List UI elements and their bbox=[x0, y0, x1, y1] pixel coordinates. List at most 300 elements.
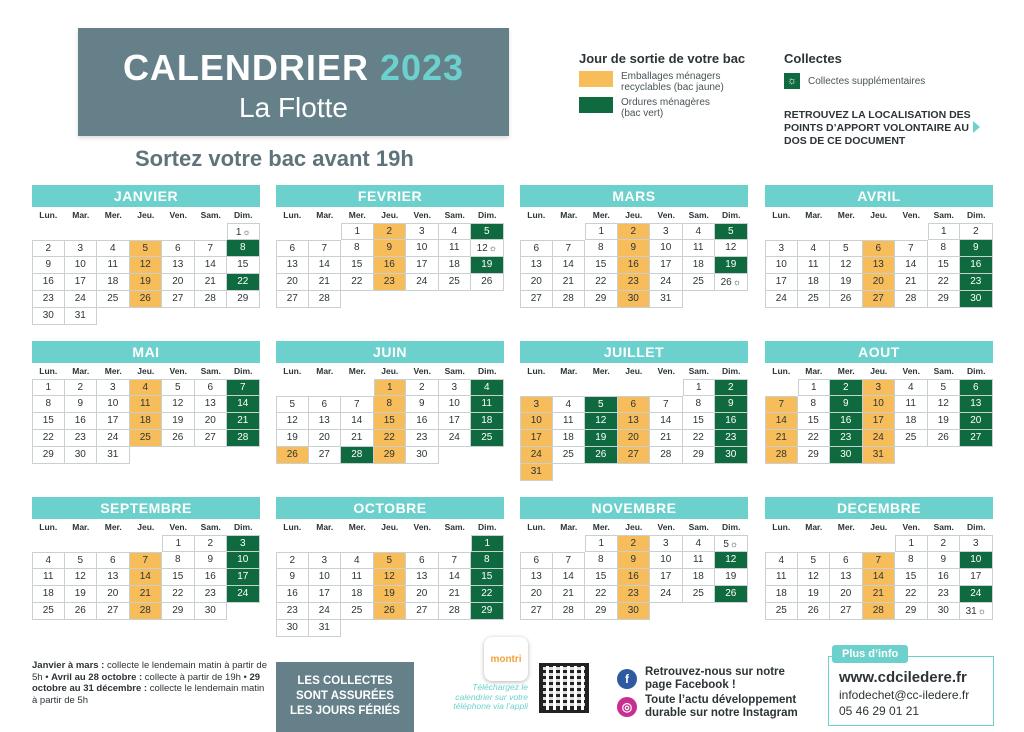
day-cell bbox=[928, 291, 961, 308]
weekday-label: Ven. bbox=[657, 366, 675, 376]
day-cell bbox=[683, 430, 716, 447]
day-cell bbox=[406, 430, 439, 447]
day-number: 4 bbox=[695, 538, 702, 549]
day-cell bbox=[309, 552, 342, 569]
week-row bbox=[32, 396, 260, 413]
day-cell bbox=[309, 413, 342, 430]
empty-cell bbox=[130, 308, 163, 325]
day-number: 7 bbox=[321, 243, 328, 254]
empty-cell bbox=[32, 535, 65, 552]
day-cell bbox=[471, 535, 504, 552]
day-number: 3 bbox=[778, 243, 785, 254]
weekday-label: Mar. bbox=[316, 522, 334, 532]
day-number: 17 bbox=[416, 259, 428, 270]
day-number: 1 bbox=[354, 226, 361, 237]
day-cell bbox=[309, 569, 342, 586]
week-row bbox=[276, 552, 504, 569]
day-cell bbox=[650, 396, 683, 413]
day-cell bbox=[162, 379, 195, 396]
subtitle: Sortez votre bac avant 19h bbox=[135, 146, 414, 171]
empty-cell bbox=[553, 379, 586, 396]
day-cell bbox=[585, 430, 618, 447]
instagram-link[interactable] bbox=[617, 694, 817, 720]
day-number: 17 bbox=[970, 571, 982, 582]
empty-cell bbox=[32, 223, 65, 240]
day-cell bbox=[130, 291, 163, 308]
day-number: 19 bbox=[937, 415, 949, 426]
day-number: 11 bbox=[140, 398, 151, 409]
day-number: 11 bbox=[449, 242, 460, 253]
day-cell bbox=[309, 274, 342, 291]
week-row bbox=[276, 291, 504, 308]
day-number: 2 bbox=[289, 555, 296, 566]
day-number: 22 bbox=[807, 432, 819, 443]
weekday-label: Dim. bbox=[722, 366, 741, 376]
day-cell bbox=[520, 447, 553, 464]
day-number: 9 bbox=[386, 242, 393, 253]
day-number: 12 bbox=[383, 571, 395, 582]
day-cell bbox=[830, 396, 863, 413]
day-number: 30 bbox=[204, 605, 216, 616]
day-cell bbox=[276, 291, 309, 308]
day-number: 12 bbox=[937, 398, 949, 409]
day-number: 12 bbox=[807, 571, 819, 582]
day-cell bbox=[618, 274, 651, 291]
day-number: 1 bbox=[810, 382, 817, 393]
day-cell bbox=[32, 447, 65, 464]
day-cell bbox=[341, 430, 374, 447]
day-cell bbox=[960, 569, 993, 586]
empty-cell bbox=[97, 308, 130, 325]
empty-cell bbox=[683, 603, 716, 620]
day-cell bbox=[928, 535, 961, 552]
day-number: 2 bbox=[77, 382, 84, 393]
weekday-header bbox=[32, 363, 260, 379]
day-cell bbox=[97, 379, 130, 396]
day-number: 24 bbox=[74, 293, 86, 304]
email-link[interactable]: infodechet@cc-iledere.fr bbox=[839, 688, 970, 702]
day-cell bbox=[798, 379, 831, 396]
day-number: 18 bbox=[562, 432, 574, 443]
day-cell bbox=[928, 396, 961, 413]
day-number: 9 bbox=[630, 554, 637, 565]
day-number: 8 bbox=[386, 398, 393, 409]
day-cell bbox=[618, 603, 651, 620]
day-cell bbox=[650, 430, 683, 447]
day-number: 2 bbox=[207, 538, 214, 549]
day-cell bbox=[227, 569, 260, 586]
day-number: 16 bbox=[286, 588, 298, 599]
day-number: 2 bbox=[630, 538, 637, 549]
day-number: 10 bbox=[872, 398, 884, 409]
page-title bbox=[78, 48, 509, 88]
day-number: 6 bbox=[321, 399, 328, 410]
day-cell bbox=[798, 291, 831, 308]
facebook-link[interactable] bbox=[617, 666, 797, 692]
day-number: 5 bbox=[386, 555, 393, 566]
day-number: 27 bbox=[970, 432, 982, 443]
day-number: 25 bbox=[351, 605, 363, 616]
day-number: 16 bbox=[42, 276, 54, 287]
month-days bbox=[765, 379, 993, 464]
day-number: 5 bbox=[727, 226, 734, 237]
day-cell bbox=[520, 569, 553, 586]
day-number: 24 bbox=[530, 449, 542, 460]
day-number: 15 bbox=[937, 259, 949, 270]
day-number: 18 bbox=[692, 259, 704, 270]
day-number: 3 bbox=[533, 399, 540, 410]
month-title: MAI bbox=[32, 341, 260, 363]
montri-app-icon[interactable]: montri bbox=[484, 637, 528, 681]
day-number: 15 bbox=[351, 259, 363, 270]
day-cell bbox=[715, 569, 748, 586]
day-number: 14 bbox=[660, 415, 672, 426]
week-row bbox=[765, 586, 993, 603]
sun-icon: ☼ bbox=[977, 606, 986, 616]
day-number: 23 bbox=[204, 588, 216, 599]
day-cell bbox=[928, 223, 961, 240]
day-cell bbox=[276, 396, 309, 413]
week-row bbox=[32, 447, 260, 464]
day-cell bbox=[520, 396, 553, 413]
week-row bbox=[520, 413, 748, 430]
day-number: 2 bbox=[45, 243, 52, 254]
day-number: 17 bbox=[74, 276, 86, 287]
weekday-header bbox=[276, 519, 504, 535]
day-number: 25 bbox=[692, 588, 704, 599]
day-cell bbox=[341, 413, 374, 430]
day-cell bbox=[374, 413, 407, 430]
day-number: 19 bbox=[481, 259, 493, 270]
day-cell bbox=[830, 552, 863, 569]
weekday-label: Mer. bbox=[348, 522, 366, 532]
day-number: 16 bbox=[840, 415, 852, 426]
day-cell bbox=[97, 274, 130, 291]
day-number: 30 bbox=[627, 293, 639, 304]
day-number: 17 bbox=[660, 571, 672, 582]
month-avril bbox=[765, 185, 993, 308]
day-number: 21 bbox=[204, 276, 216, 287]
day-cell bbox=[798, 274, 831, 291]
day-number: 8 bbox=[483, 554, 490, 565]
day-number: 7 bbox=[565, 555, 572, 566]
week-row bbox=[520, 552, 748, 569]
day-cell bbox=[162, 430, 195, 447]
day-cell bbox=[895, 413, 928, 430]
day-cell bbox=[374, 257, 407, 274]
day-cell bbox=[65, 569, 98, 586]
day-cell bbox=[618, 552, 651, 569]
month-juillet bbox=[520, 341, 748, 481]
day-cell bbox=[374, 447, 407, 464]
day-number: 14 bbox=[318, 259, 330, 270]
day-cell bbox=[195, 257, 228, 274]
week-row bbox=[520, 291, 748, 308]
day-number: 13 bbox=[204, 398, 216, 409]
day-cell bbox=[798, 430, 831, 447]
day-cell bbox=[374, 586, 407, 603]
day-number: 2 bbox=[842, 382, 849, 393]
day-cell bbox=[227, 379, 260, 396]
empty-cell bbox=[195, 308, 228, 325]
month-juin bbox=[276, 341, 504, 464]
day-cell bbox=[553, 240, 586, 257]
day-cell bbox=[471, 430, 504, 447]
empty-cell bbox=[97, 535, 130, 552]
week-row bbox=[520, 535, 748, 552]
day-cell bbox=[960, 413, 993, 430]
day-cell bbox=[309, 586, 342, 603]
day-number: 10 bbox=[530, 415, 542, 426]
day-number: 28 bbox=[448, 605, 460, 616]
day-cell bbox=[341, 603, 374, 620]
day-cell bbox=[863, 413, 896, 430]
day-cell bbox=[798, 569, 831, 586]
day-number: 26 bbox=[937, 432, 949, 443]
day-cell bbox=[830, 240, 863, 257]
week-row bbox=[765, 223, 993, 240]
day-cell bbox=[65, 396, 98, 413]
instagram-text: Toute l’actu développement durable sur notre Instagram bbox=[645, 694, 798, 719]
week-row bbox=[765, 291, 993, 308]
week-row bbox=[276, 396, 504, 413]
day-cell bbox=[471, 586, 504, 603]
day-cell bbox=[471, 552, 504, 569]
week-row bbox=[276, 569, 504, 586]
weekday-label: Mar. bbox=[72, 522, 90, 532]
day-cell bbox=[471, 240, 504, 257]
day-cell bbox=[715, 274, 748, 291]
day-cell bbox=[683, 257, 716, 274]
weekday-label: Mer. bbox=[592, 366, 610, 376]
day-cell bbox=[895, 603, 928, 620]
weekday-label: Lun. bbox=[283, 366, 302, 376]
day-cell bbox=[195, 586, 228, 603]
day-cell bbox=[471, 569, 504, 586]
day-number: 28 bbox=[562, 293, 574, 304]
day-cell bbox=[863, 586, 896, 603]
day-number: 19 bbox=[807, 588, 819, 599]
weekday-label: Mer. bbox=[837, 522, 855, 532]
day-cell bbox=[618, 396, 651, 413]
day-cell bbox=[863, 552, 896, 569]
day-cell bbox=[162, 396, 195, 413]
day-cell bbox=[715, 257, 748, 274]
month-days bbox=[520, 535, 748, 620]
week-row bbox=[276, 274, 504, 291]
day-cell bbox=[765, 240, 798, 257]
day-number: 25 bbox=[107, 293, 119, 304]
day-cell bbox=[276, 586, 309, 603]
empty-cell bbox=[439, 535, 472, 552]
day-cell bbox=[195, 430, 228, 447]
day-number: 1 bbox=[598, 538, 605, 549]
day-number: 20 bbox=[416, 588, 428, 599]
weekday-label: Lun. bbox=[772, 522, 791, 532]
weekday-label: Jeu. bbox=[625, 522, 643, 532]
weekday-label: Mar. bbox=[316, 366, 334, 376]
week-row bbox=[276, 447, 504, 464]
empty-cell bbox=[341, 291, 374, 308]
empty-cell bbox=[439, 291, 472, 308]
day-cell bbox=[276, 447, 309, 464]
day-cell bbox=[65, 274, 98, 291]
day-cell bbox=[439, 274, 472, 291]
day-cell bbox=[960, 291, 993, 308]
day-cell bbox=[276, 274, 309, 291]
day-number: 25 bbox=[807, 293, 819, 304]
day-number: 15 bbox=[595, 571, 607, 582]
day-number: 23 bbox=[627, 276, 639, 287]
weekday-label: Lun. bbox=[772, 366, 791, 376]
day-cell bbox=[960, 379, 993, 396]
day-number: 11 bbox=[808, 259, 819, 270]
month-days bbox=[32, 379, 260, 464]
day-cell bbox=[863, 274, 896, 291]
empty-cell bbox=[715, 464, 748, 481]
week-row bbox=[276, 257, 504, 274]
day-number: 17 bbox=[872, 415, 884, 426]
day-cell bbox=[585, 447, 618, 464]
week-row bbox=[765, 447, 993, 464]
empty-cell bbox=[130, 535, 163, 552]
day-number: 27 bbox=[627, 449, 639, 460]
day-number: 16 bbox=[74, 415, 86, 426]
day-cell bbox=[553, 396, 586, 413]
month-days bbox=[765, 223, 993, 308]
day-number: 28 bbox=[204, 293, 216, 304]
weekday-label: Jeu. bbox=[625, 366, 643, 376]
day-number: 22 bbox=[42, 432, 54, 443]
day-number: 24 bbox=[775, 293, 787, 304]
month-fevrier bbox=[276, 185, 504, 308]
day-number: 22 bbox=[172, 588, 184, 599]
day-cell bbox=[765, 430, 798, 447]
day-cell bbox=[65, 257, 98, 274]
weekday-label: Dim. bbox=[234, 366, 253, 376]
day-number: 4 bbox=[810, 243, 817, 254]
day-number: 31 bbox=[660, 293, 672, 304]
day-number: 4 bbox=[695, 226, 702, 237]
empty-cell bbox=[195, 447, 228, 464]
weekday-label: Ven. bbox=[413, 366, 431, 376]
extra-label: Collectes supplémentaires bbox=[808, 75, 926, 87]
day-cell bbox=[765, 603, 798, 620]
day-cell bbox=[341, 240, 374, 257]
day-cell bbox=[97, 552, 130, 569]
day-cell bbox=[65, 552, 98, 569]
day-number: 19 bbox=[840, 276, 852, 287]
day-number: 11 bbox=[43, 571, 54, 582]
empty-cell bbox=[863, 535, 896, 552]
day-cell bbox=[406, 274, 439, 291]
weekday-label: Mar. bbox=[72, 210, 90, 220]
month-octobre bbox=[276, 497, 504, 637]
day-cell bbox=[309, 291, 342, 308]
day-cell bbox=[97, 430, 130, 447]
day-cell bbox=[471, 274, 504, 291]
day-cell bbox=[765, 291, 798, 308]
website-link[interactable]: www.cdciledere.fr bbox=[839, 669, 967, 686]
weekday-label: Dim. bbox=[722, 522, 741, 532]
empty-cell bbox=[374, 291, 407, 308]
day-cell bbox=[798, 413, 831, 430]
day-number: 9 bbox=[45, 259, 52, 270]
day-cell bbox=[585, 586, 618, 603]
day-number: 8 bbox=[810, 398, 817, 409]
day-cell bbox=[928, 413, 961, 430]
day-number: 30 bbox=[286, 622, 298, 633]
note-period-2: Avril au 28 octobre : bbox=[51, 671, 143, 683]
day-number: 2 bbox=[972, 226, 979, 237]
weekday-label: Mar. bbox=[805, 366, 823, 376]
day-cell bbox=[32, 586, 65, 603]
day-cell bbox=[227, 430, 260, 447]
day-number: 5 bbox=[142, 243, 149, 254]
day-cell bbox=[406, 413, 439, 430]
day-number: 16 bbox=[204, 571, 216, 582]
legend-extra bbox=[784, 73, 925, 89]
day-cell bbox=[341, 257, 374, 274]
day-number: 24 bbox=[107, 432, 119, 443]
day-cell bbox=[520, 257, 553, 274]
week-row bbox=[520, 240, 748, 257]
weekday-label: Mar. bbox=[560, 522, 578, 532]
day-number: 10 bbox=[660, 554, 672, 565]
weekday-label: Dim. bbox=[967, 366, 986, 376]
month-title: NOVEMBRE bbox=[520, 497, 748, 519]
day-cell bbox=[830, 257, 863, 274]
day-cell bbox=[227, 552, 260, 569]
day-number: 31 bbox=[530, 466, 542, 477]
day-cell bbox=[32, 291, 65, 308]
day-cell bbox=[32, 569, 65, 586]
weekday-label: Sam. bbox=[933, 210, 954, 220]
day-cell bbox=[439, 430, 472, 447]
month-title: JUIN bbox=[276, 341, 504, 363]
day-cell bbox=[162, 240, 195, 257]
day-number: 25 bbox=[481, 432, 493, 443]
holidays-line-1: LES COLLECTES bbox=[297, 675, 393, 687]
day-cell bbox=[227, 586, 260, 603]
day-cell bbox=[309, 447, 342, 464]
month-title: DECEMBRE bbox=[765, 497, 993, 519]
day-number: 31 bbox=[965, 606, 977, 617]
day-cell bbox=[65, 586, 98, 603]
week-row bbox=[32, 240, 260, 257]
day-cell bbox=[227, 396, 260, 413]
day-number: 29 bbox=[905, 605, 917, 616]
day-number: 15 bbox=[807, 415, 819, 426]
day-number: 24 bbox=[237, 588, 249, 599]
day-number: 26 bbox=[286, 449, 298, 460]
day-number: 27 bbox=[204, 432, 216, 443]
day-cell bbox=[895, 240, 928, 257]
day-number: 20 bbox=[107, 588, 119, 599]
day-cell bbox=[585, 535, 618, 552]
day-number: 3 bbox=[662, 538, 669, 549]
empty-cell bbox=[162, 308, 195, 325]
day-cell bbox=[830, 430, 863, 447]
day-number: 7 bbox=[353, 399, 360, 410]
day-cell bbox=[520, 240, 553, 257]
day-cell bbox=[97, 291, 130, 308]
day-cell bbox=[765, 552, 798, 569]
title-box bbox=[78, 28, 509, 136]
day-cell bbox=[650, 223, 683, 240]
day-number: 18 bbox=[107, 276, 119, 287]
day-number: 11 bbox=[107, 259, 118, 270]
